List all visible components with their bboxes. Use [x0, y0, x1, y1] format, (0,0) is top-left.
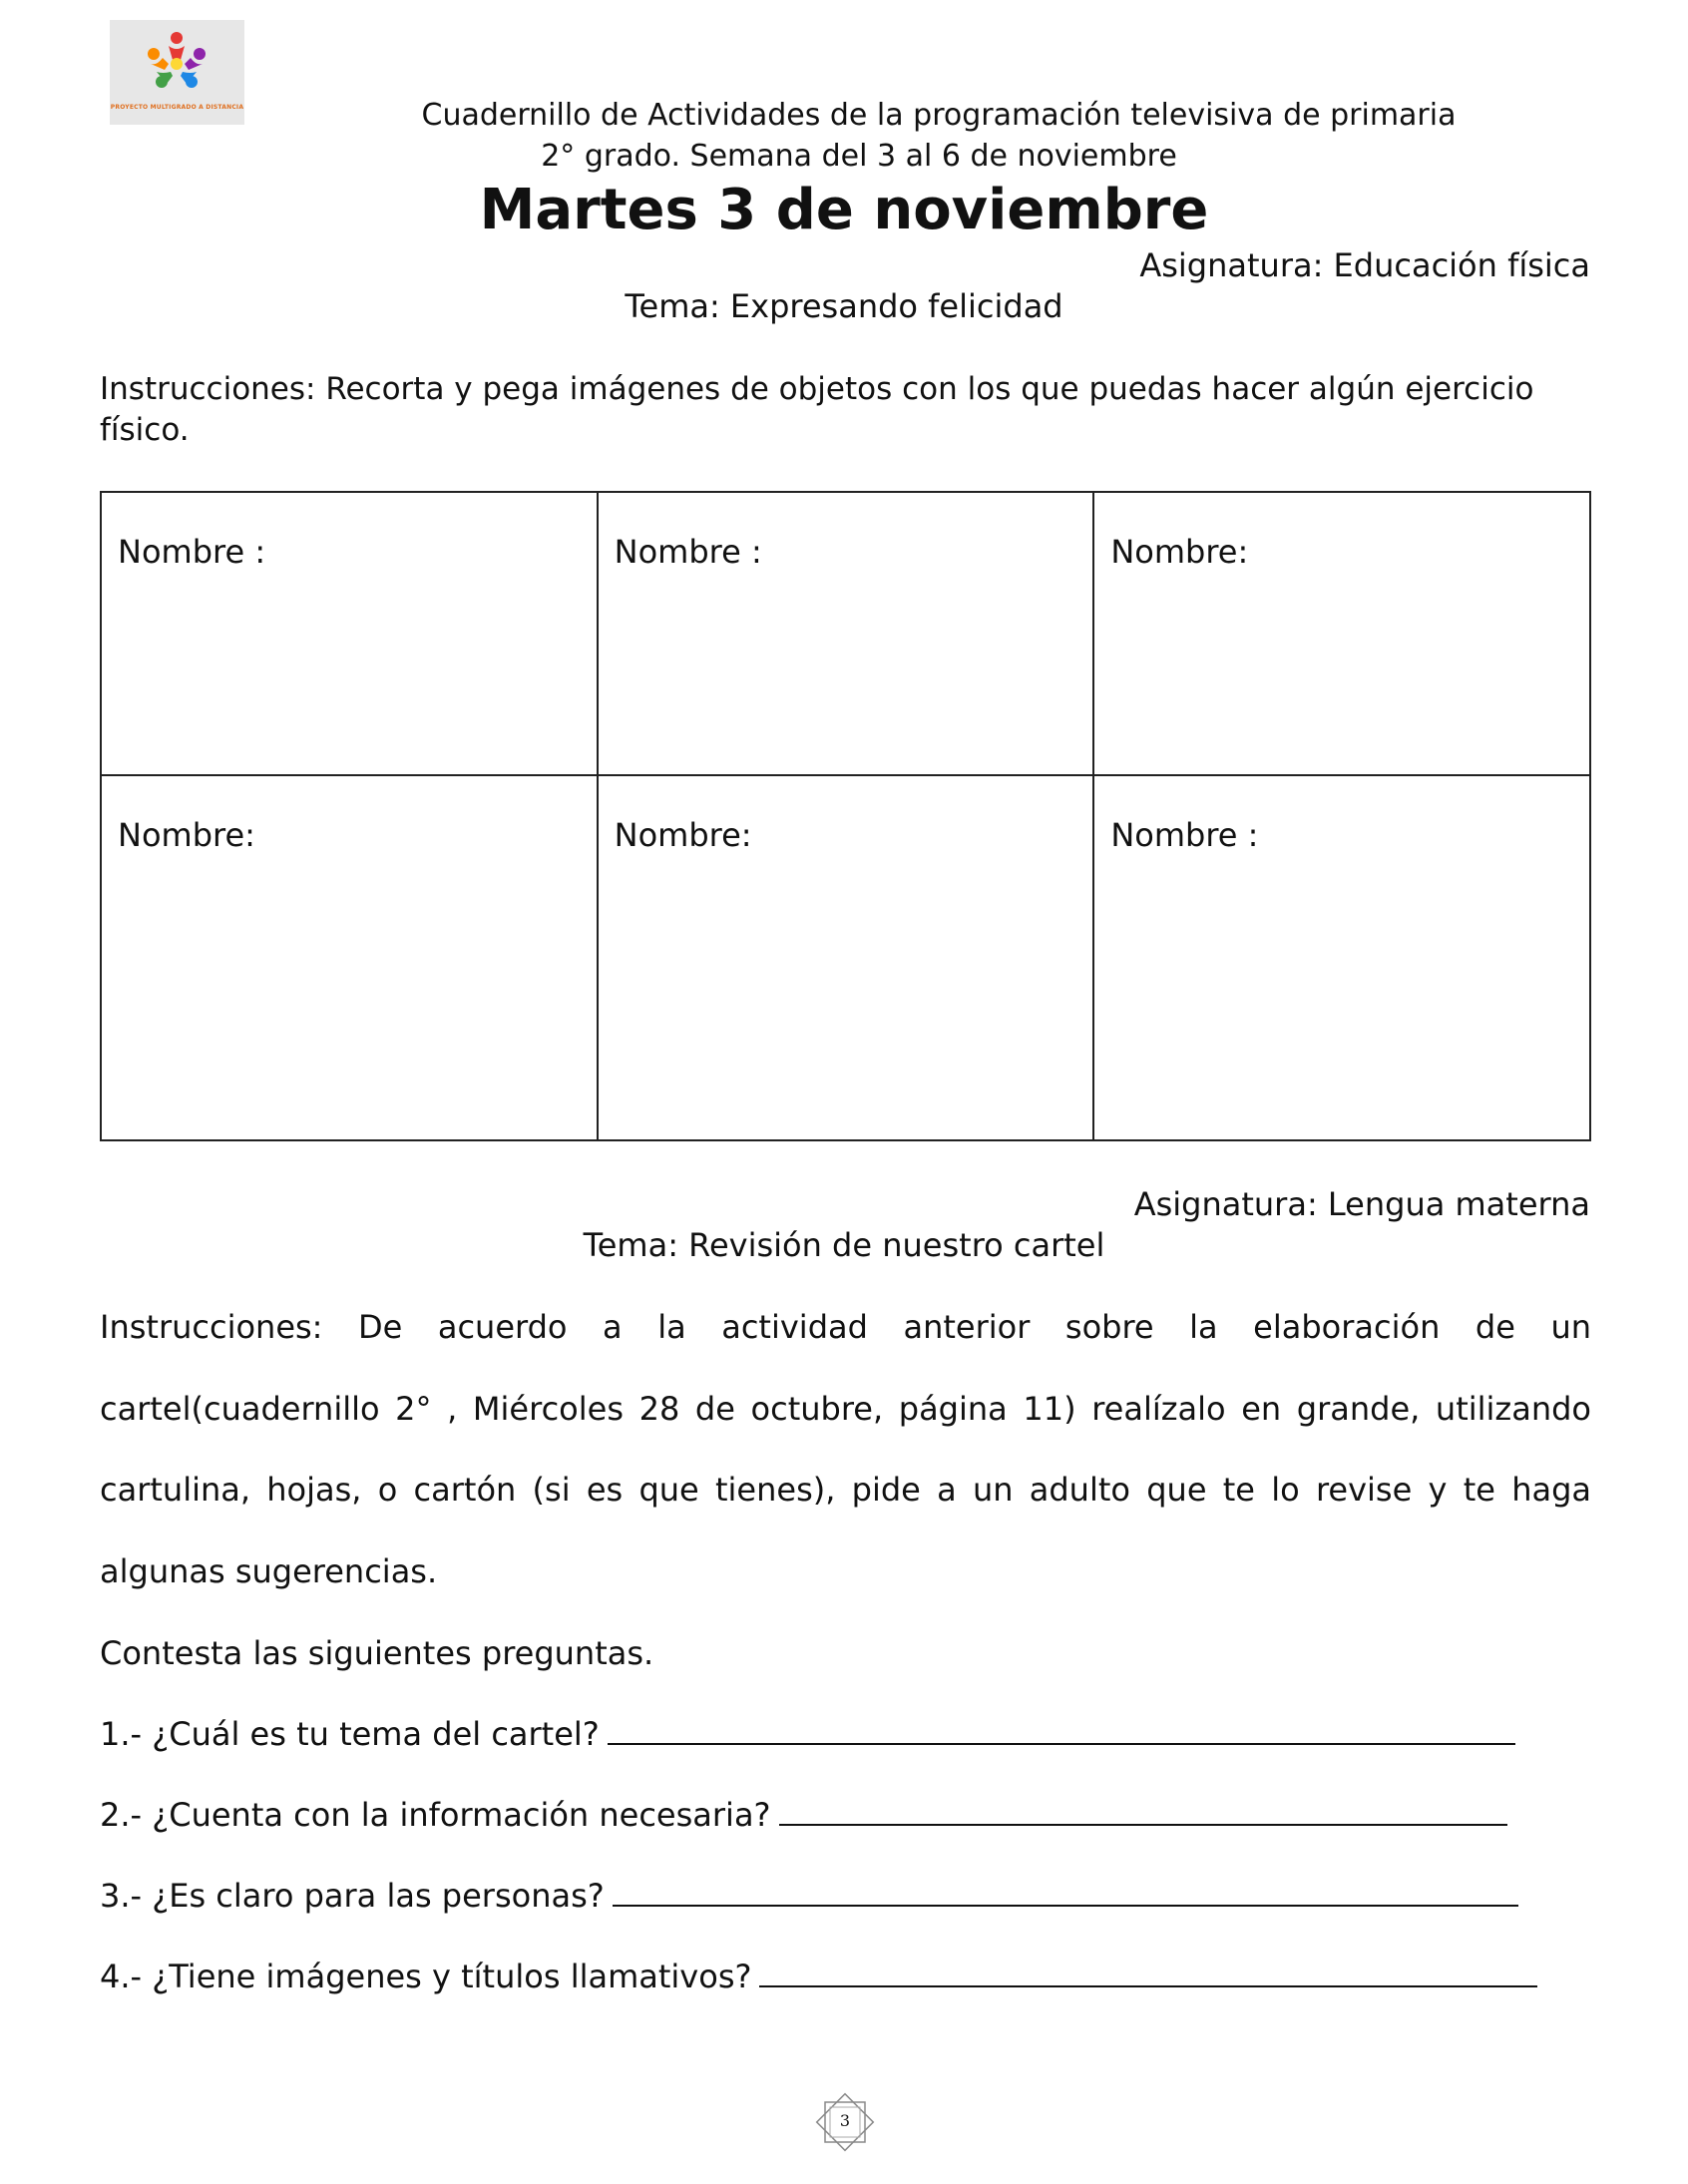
page-number-ornament	[804, 2087, 886, 2157]
question-text: 3.- ¿Es claro para las personas?	[100, 1877, 605, 1915]
cell-name-label: Nombre:	[1110, 533, 1249, 571]
booklet-header: Cuadernillo de Actividades de la programación televisiva de primaria	[421, 98, 1457, 133]
page-number: 3	[839, 2111, 851, 2130]
grade-week-header: 2° grado. Semana del 3 al 6 de noviembre	[541, 139, 1177, 174]
question-text: 2.- ¿Cuenta con la información necesaria?	[100, 1796, 771, 1834]
question-2	[100, 1796, 1507, 1834]
image-cell[interactable]	[598, 492, 1094, 775]
image-cell[interactable]	[101, 492, 598, 775]
answer-line[interactable]	[759, 1958, 1537, 1987]
cell-name-label: Nombre :	[118, 533, 266, 571]
question-4	[100, 1958, 1537, 1995]
theme-label-language: Tema: Revisión de nuestro cartel	[583, 1226, 1105, 1264]
subject-label-language: Asignatura: Lengua materna	[1133, 1185, 1590, 1223]
instructions-language: Instrucciones: De acuerdo a la actividad anterior sobre la elaboración de un cartel(cuadernillo 2° , Miércoles 28 de octubre, página 11) realízalo en grande, utilizando cartulina, hojas, o cartón (si es que tienes), pide a un adulto que te lo revise y te haga algunas sugerencias.	[100, 1308, 1591, 1590]
answer-line[interactable]	[779, 1796, 1507, 1826]
question-text: 1.- ¿Cuál es tu tema del cartel?	[100, 1715, 600, 1753]
question-text: 4.- ¿Tiene imágenes y títulos llamativos?	[100, 1958, 752, 1995]
image-cell[interactable]	[1093, 775, 1590, 1140]
image-cell[interactable]	[101, 775, 598, 1140]
cell-name-label: Nombre :	[614, 533, 762, 571]
image-cell[interactable]	[598, 775, 1094, 1140]
answer-line[interactable]	[608, 1715, 1515, 1745]
cell-name-label: Nombre :	[1110, 816, 1259, 854]
paste-images-table	[100, 491, 1591, 1141]
cell-name-label: Nombre:	[118, 816, 255, 854]
theme-label-pe: Tema: Expresando felicidad	[625, 287, 1063, 325]
answer-line[interactable]	[613, 1877, 1518, 1907]
cell-name-label: Nombre:	[614, 816, 752, 854]
subject-label-pe: Asignatura: Educación física	[1139, 246, 1590, 284]
logo-caption: PROYECTO MULTIGRADO A DISTANCIA	[110, 104, 244, 111]
table-row	[101, 775, 1590, 1140]
image-cell[interactable]	[1093, 492, 1590, 775]
table-row	[101, 492, 1590, 775]
instructions-pe: Instrucciones: Recorta y pega imágenes de objetos con los que puedas hacer algún ejercicio físico.	[100, 371, 1534, 448]
page-title: Martes 3 de noviembre	[479, 178, 1209, 242]
questions-prompt: Contesta las siguientes preguntas.	[100, 1634, 654, 1672]
question-3	[100, 1877, 1518, 1915]
question-1	[100, 1715, 1515, 1753]
